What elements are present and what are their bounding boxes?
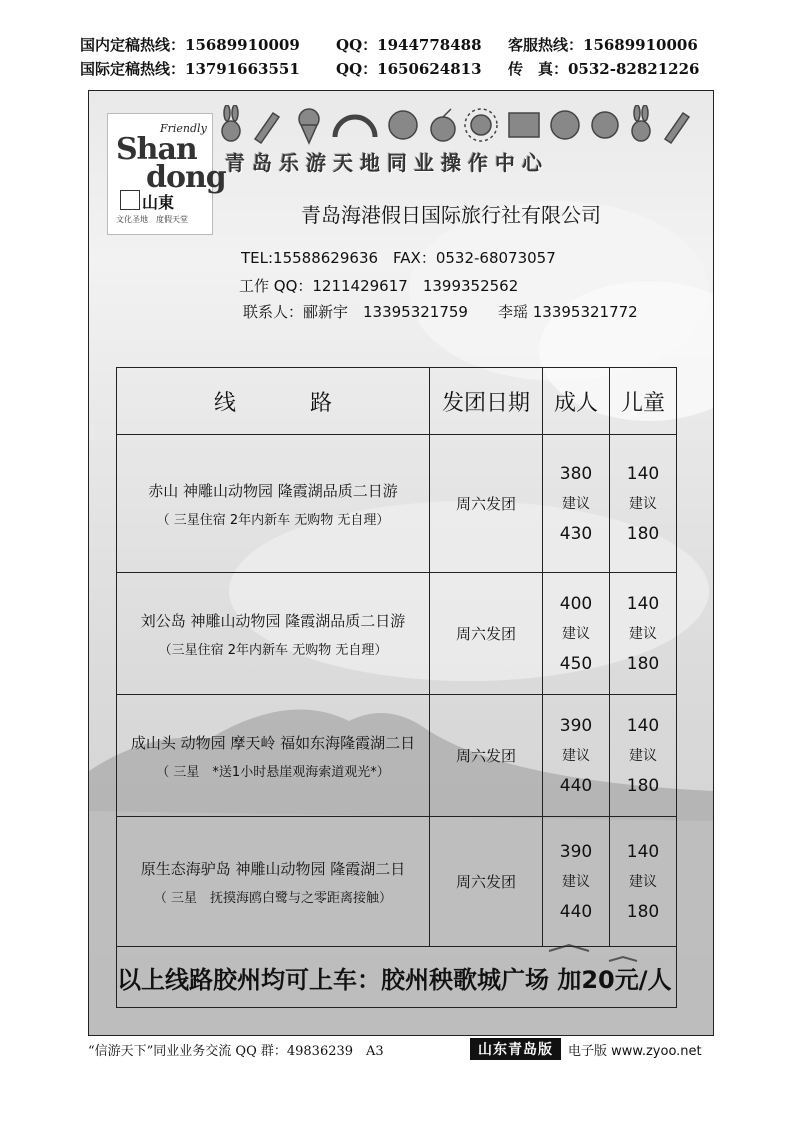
banner-title: 青岛乐游天地同业操作中心 [225,151,549,175]
route-cell [117,435,430,573]
page-footer [88,1038,716,1060]
logo-shan-text: Shan [116,132,197,167]
route-cell [117,573,430,695]
header-date: 发团日期 [430,368,543,435]
route-name: 赤山 神雕山动物园 隆霞湖品质二日游 [148,481,398,500]
child-suggested-price: 180 [626,775,660,796]
pencil-icon-2 [665,113,689,143]
adult-suggested-price: 430 [559,523,593,544]
header-adult: 成人 [543,368,610,435]
header-route-a: 线 [213,390,236,416]
adult-price-cell [543,435,610,573]
flower-icon [592,112,618,138]
child-suggested-price: 180 [626,523,660,544]
route-note: （ 三星 抚摸海鸥白鹭与之零距离接触） [153,890,393,906]
suggest-label: 建议 [562,747,590,764]
fruit-icon [431,109,455,141]
child-price: 140 [626,593,660,614]
international-hotline: 国际定稿热线：13791663551 [80,60,300,78]
fax-number: 传 真：0532-82821226 [508,60,700,78]
table-footer-row [117,947,677,1008]
header-child: 儿童 [610,368,677,435]
route-name: 刘公岛 神雕山动物园 隆霞湖品质二日游 [140,611,406,630]
shandong-logo [107,113,226,235]
suggest-label: 建议 [562,873,590,890]
route-note: （ 三星 *送1小时悬崖观海索道观光*） [156,764,390,780]
departure-date: 周六发团 [430,573,543,695]
website-link[interactable]: 电子版 www.zyoo.net [568,1044,702,1059]
route-note: （三星住宿 2年内新车 无购物 无自理） [158,642,388,658]
child-suggested-price: 180 [626,901,660,922]
adult-price: 380 [559,463,593,484]
cartoon-icons-row [219,105,699,145]
suggest-label: 建议 [629,873,657,890]
contact-person: 联系人：郦新宇 13395321759 李瑶 13395321772 [243,303,638,321]
work-qq: 工作 QQ：1211429617 1399352562 [239,277,519,295]
adult-price-cell [543,695,610,817]
rabbit-icon [222,105,240,141]
header-route [117,368,430,435]
seal-icon [120,190,140,210]
adult-price: 390 [559,715,593,736]
face-icon [389,111,417,139]
child-price-cell [610,817,677,947]
suggest-label: 建议 [629,495,657,512]
child-price-cell [610,435,677,573]
company-name: 青岛海港假日国际旅行社有限公司 [301,203,601,227]
logo-slogan: 文化圣地 度假天堂 [116,215,188,224]
logo-chinese-text: 山東 [142,193,175,212]
suggest-label: 建议 [562,625,590,642]
rabbit-icon-2 [632,105,650,141]
adult-suggested-price: 440 [559,901,593,922]
suggest-label: 建议 [562,495,590,512]
table-header-row [117,368,677,435]
route-cell [117,695,430,817]
departure-date: 周六发团 [430,817,543,947]
boarding-note: 以上线路胶州均可上车：胶州秧歌城广场 加20元/人 [117,947,677,1008]
logo-friendly-text: Friendly [160,122,207,135]
adult-price-cell [543,573,610,695]
suggest-label: 建议 [629,625,657,642]
smile-icon [551,111,579,139]
route-cell [117,817,430,947]
child-price-cell [610,695,677,817]
logo-dong-text: dong [146,160,226,195]
child-price: 140 [626,715,660,736]
child-price: 140 [626,841,660,862]
pencil-icon [255,113,279,143]
hotlines-header [80,34,760,82]
suggest-label: 建议 [629,747,657,764]
sun-icon [465,109,497,141]
adult-price: 400 [559,593,593,614]
child-suggested-price: 180 [626,653,660,674]
route-table [116,367,677,1008]
table-row [117,435,677,573]
adult-suggested-price: 440 [559,775,593,796]
route-note: （ 三星住宿 2年内新车 无购物 无自理） [156,512,390,528]
edition-badge: 山东青岛版 [470,1038,561,1060]
adult-price-cell [543,817,610,947]
adult-price: 390 [559,841,593,862]
table-row [117,573,677,695]
qq-number-1: QQ：1944778488 [336,36,482,54]
hotline-row-2 [80,58,760,82]
child-price: 140 [626,463,660,484]
departure-date: 周六发团 [430,435,543,573]
rainbow-icon [335,117,375,137]
table-row [117,817,677,947]
tel-fax: TEL:15588629636 FAX：0532-68073057 [241,249,556,267]
box-icon [509,113,539,137]
domestic-hotline: 国内定稿热线：15689910009 [80,36,300,54]
child-price-cell [610,573,677,695]
service-hotline: 客服热线：15689910006 [508,36,698,54]
route-name: 原生态海驴岛 神雕山动物园 隆霞湖二日 [140,859,406,878]
route-name: 成山头 动物园 摩天岭 福如东海隆霞湖二日 [130,733,416,752]
adult-suggested-price: 450 [559,653,593,674]
qq-number-2: QQ：1650624813 [336,60,482,78]
ice-cream-icon [299,109,319,143]
header-route-b: 路 [309,390,332,416]
hotline-row-1 [80,34,760,58]
table-row [117,695,677,817]
qq-group-note: “信游天下”同业业务交流 QQ 群：49836239 A3 [88,1044,384,1059]
departure-date: 周六发团 [430,695,543,817]
ad-panel [88,90,714,1036]
